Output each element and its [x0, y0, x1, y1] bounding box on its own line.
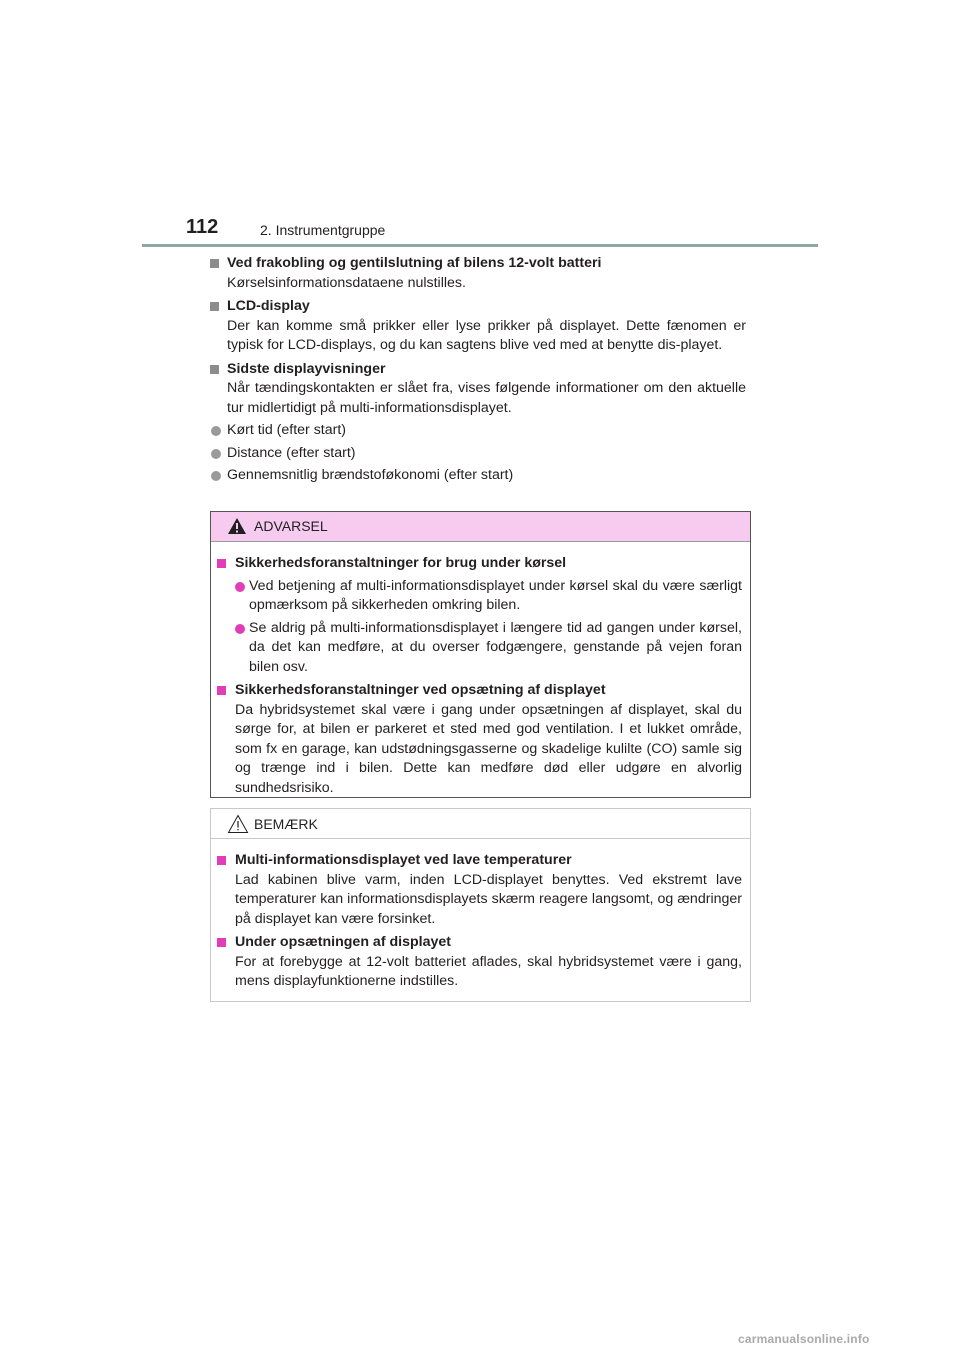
section-body: Da hybridsystemet skal være i gang under opsætningen af displayet, skal du sørge for, at bilen er parkeret et sted med god ventilation. I et lukket område, som fx en garage, kan udstødningsgasserne og skadelige kulilte (CO) samle sig og trænge ind i bilen. Dette kan medføre død eller udgøre en alvorlig sundhedsrisiko.	[235, 701, 742, 796]
list-item: Kørt tid (efter start)	[210, 421, 746, 441]
notice-header	[211, 809, 750, 839]
square-bullet-icon	[217, 856, 226, 865]
page-header	[186, 216, 776, 246]
section-body: Kørselsinformationsdataene nulstilles.	[227, 274, 466, 291]
round-bullet-icon	[211, 449, 221, 459]
square-bullet-icon	[217, 559, 226, 568]
notice-label: BEMÆRK	[254, 816, 318, 832]
square-bullet-icon	[210, 302, 219, 311]
section-title: Ved frakobling og gentilslutning af bilens 12-volt batteri	[227, 255, 602, 271]
square-bullet-icon	[217, 686, 226, 695]
section-battery	[210, 254, 746, 293]
warning-header	[211, 512, 750, 542]
section-body: For at forebygge at 12-volt batteriet aflades, skal hybridsystemet være i gang, mens displayfunktionerne indstilles.	[235, 953, 742, 989]
section-title: Sikkerhedsforanstaltninger ved opsætning af displayet	[235, 682, 606, 698]
list-item: Gennemsnitlig brændstoføkonomi (efter start)	[210, 466, 746, 486]
section-title: Multi-informationsdisplayet ved lave temperaturer	[235, 852, 572, 868]
warning-section-driving	[217, 554, 742, 677]
round-bullet-icon	[235, 624, 245, 634]
round-bullet-icon	[211, 426, 221, 436]
section-title: Sidste displayvisninger	[227, 360, 386, 377]
list-item: Se aldrig på multi-informationsdisplayet i længere tid ad gangen under kørsel, da det kan medføre, at du overser fodgængere, genstande på vejen foran bilen osv.	[217, 619, 742, 678]
footer-watermark: carmanualsonline.info	[738, 1332, 870, 1346]
main-content	[210, 254, 746, 486]
warning-section-setup	[217, 681, 742, 798]
round-bullet-icon	[211, 471, 221, 481]
warning-icon	[227, 517, 247, 535]
section-last-display	[210, 360, 746, 486]
square-bullet-icon	[217, 938, 226, 947]
section-title: LCD-display	[227, 298, 310, 314]
notice-section-temperature	[217, 851, 742, 929]
square-bullet-icon	[210, 365, 219, 374]
round-bullet-icon	[235, 582, 245, 592]
caution-icon	[227, 814, 249, 834]
notice-box	[210, 808, 751, 1002]
section-lcd	[210, 297, 746, 356]
section-body: Der kan komme små prikker eller lyse prikker på displayet. Dette fænomen er typisk for LCD-displays, og du kan sagtens blive ved med at benytte dis-playet.	[227, 317, 746, 353]
section-title: Under opsætningen af displayet	[235, 934, 451, 950]
section-title: Sikkerhedsforanstaltninger for brug under kørsel	[235, 555, 567, 571]
header-divider	[142, 244, 818, 247]
warning-box	[210, 511, 751, 798]
list-item: Ved betjening af multi-informationsdisplayet under kørsel skal du være særligt opmærksom på sikkerheden omkring bilen.	[217, 577, 742, 616]
notice-section-setup	[217, 933, 742, 992]
section-body: Lad kabinen blive varm, inden LCD-displayet benyttes. Ved ekstremt lave temperaturer kan informationsdisplayets skærm reagere langsomt, og ændringer på displayet kan være forsinket.	[235, 871, 742, 927]
warning-label: ADVARSEL	[254, 518, 328, 534]
page-number: 112	[186, 216, 219, 238]
section-body: Når tændingskontakten er slået fra, vises følgende informationer om den aktuelle tur midlertidigt på multi-informationsdisplayet.	[227, 380, 746, 416]
chapter-title: 2. Instrumentgruppe	[260, 222, 386, 238]
list-item: Distance (efter start)	[210, 444, 746, 464]
square-bullet-icon	[210, 259, 219, 268]
